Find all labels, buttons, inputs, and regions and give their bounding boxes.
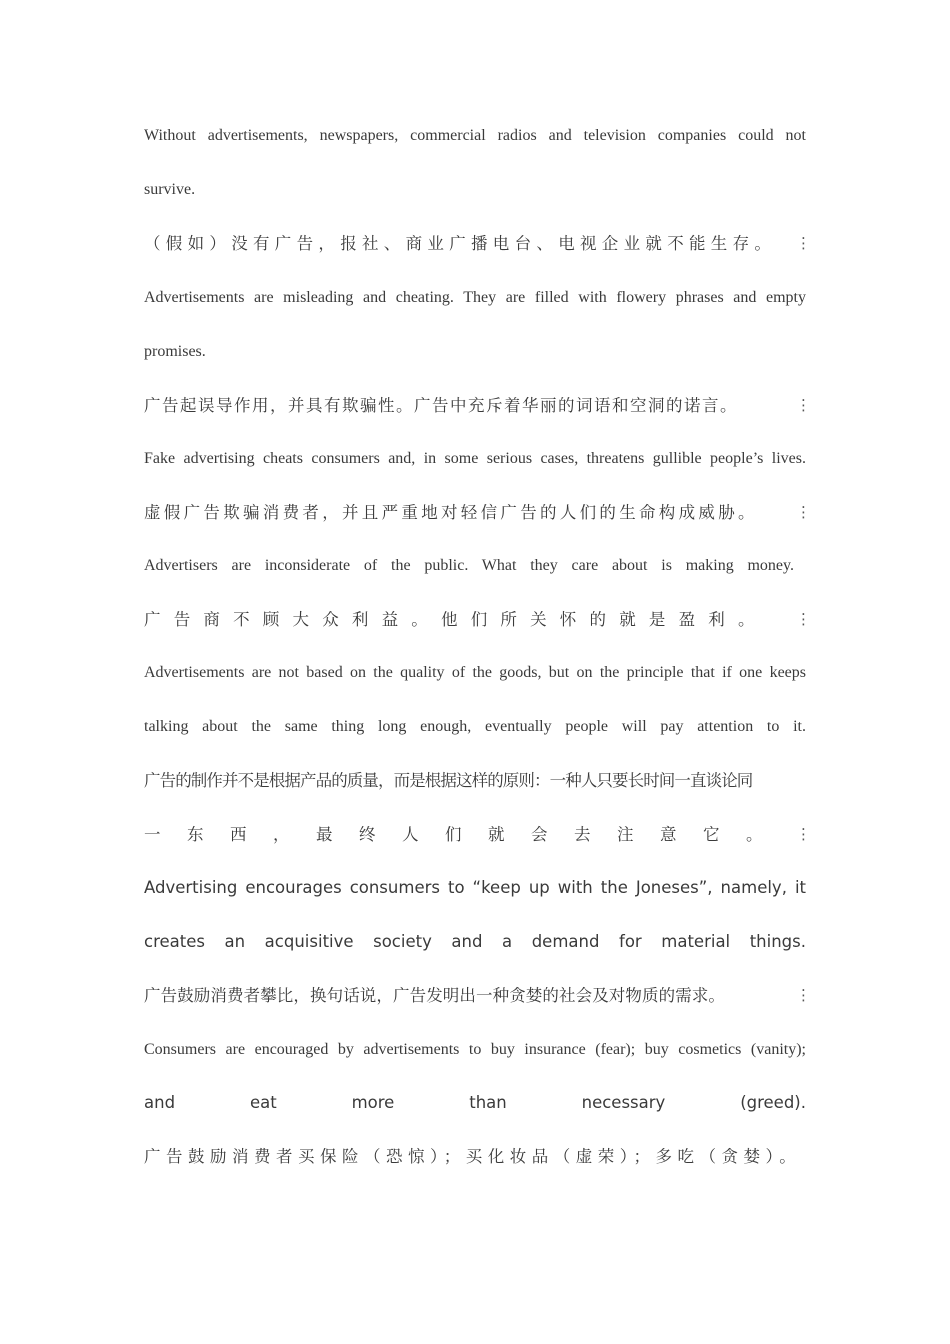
english-line: Advertisers are inconsiderate of the public. What they care about is making money. [144, 557, 794, 574]
english-line: talking about the same thing long enough, eventually people will pay attention to it. [144, 718, 806, 735]
chinese-line: （假如）没有广告，报社、商业广播电台、电视企业就不能生存。 [144, 234, 777, 253]
paragraph-mark-icon: ⋮ [796, 610, 811, 628]
english-line: Fake advertising cheats consumers and, in some serious cases, threatens gullible people’s lives. [144, 450, 806, 467]
english-line: Without advertisements, newspapers, commercial radios and television companies could not [144, 127, 806, 144]
chinese-line: 广告商不顾大众利益。他们所关怀的就是盈利。 [144, 610, 768, 629]
paragraph-mark-icon: ⋮ [796, 503, 811, 521]
english-line: Advertising encourages consumers to “keep up with the Joneses”, namely, it [144, 878, 806, 897]
chinese-line: 广告鼓励消费者攀比，换句话说，广告发明出一种贪婪的社会及对物质的需求。 [144, 986, 725, 1005]
paragraph-mark-icon: ⋮ [796, 396, 811, 414]
chinese-line: 广告的制作并不是根据产品的质量，而是根据这样的原则：一种人只要长时间一直谈论同 [144, 771, 753, 790]
english-line: Advertisements are misleading and cheating. They are filled with flowery phrases and empty [144, 289, 806, 306]
english-line: survive. [144, 181, 196, 198]
english-line: Advertisements are not based on the quality of the goods, but on the principle that if one keeps [144, 664, 806, 681]
english-line: creates an acquisitive society and a demand for material things. [144, 932, 806, 951]
paragraph-mark-icon: ⋮ [796, 825, 811, 843]
english-line: Consumers are encouraged by advertisements to buy insurance (fear); buy cosmetics (vanity); [144, 1041, 806, 1058]
paragraph-mark-icon: ⋮ [796, 234, 811, 252]
paragraph-mark-icon: ⋮ [796, 986, 811, 1004]
english-line: promises. [144, 343, 206, 360]
english-line: and eat more than necessary (greed). [144, 1093, 806, 1112]
chinese-line: 广告鼓励消费者买保险（恐惊）；买化妆品（虚荣）；多吃（贪婪）。 [144, 1147, 802, 1166]
chinese-line: 一东西，最终人们就会去注意它。 [144, 825, 789, 844]
chinese-line: 虚假广告欺骗消费者，并且严重地对轻信广告的人们的生命构成威胁。 [144, 503, 758, 522]
chinese-line: 广告起误导作用，并具有欺骗性。广告中充斥着华丽的词语和空洞的诺言。 [144, 396, 738, 415]
